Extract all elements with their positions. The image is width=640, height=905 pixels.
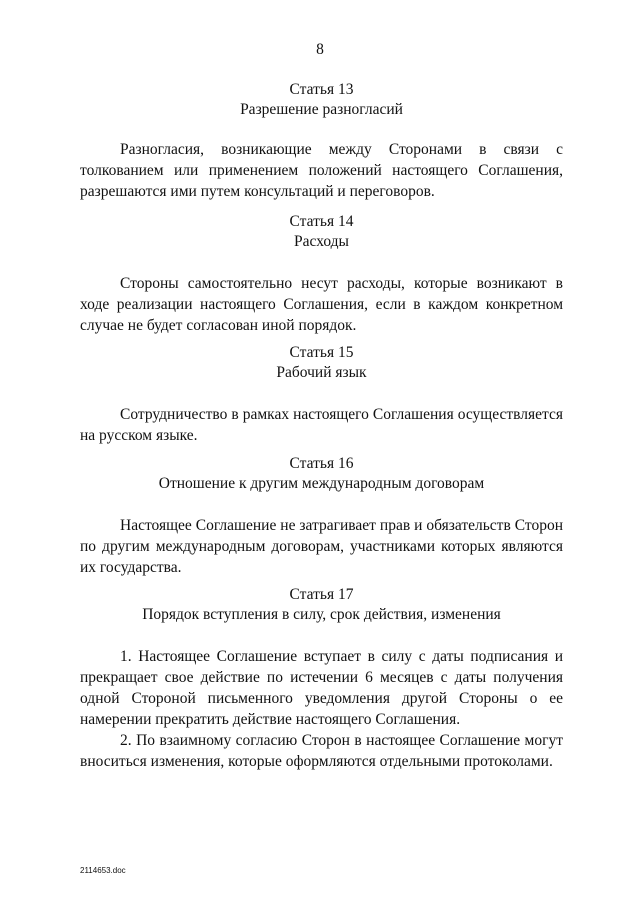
article-title: Рабочий язык bbox=[276, 364, 367, 381]
article-paragraph: Настоящее Соглашение не затрагивает прав и обязательств Сторон по другим международным договорам, участниками которых являются их государства. bbox=[80, 517, 563, 576]
article-15 bbox=[80, 343, 563, 446]
page-number: 8 bbox=[316, 41, 324, 58]
article-number: Статья 17 bbox=[289, 586, 354, 603]
article-heading bbox=[80, 454, 563, 494]
article-title: Отношение к другим международным договорам bbox=[158, 475, 485, 492]
article-body bbox=[80, 646, 563, 772]
article-body bbox=[80, 139, 563, 202]
article-number: Статья 13 bbox=[289, 81, 354, 98]
article-title: Расходы bbox=[294, 233, 349, 250]
article-heading bbox=[80, 343, 563, 383]
article-paragraph: Стороны самостоятельно несут расходы, которые возникают в ходе реализации настоящего Соглашения, если в каждом конкретном случае не будет согласован иной порядок. bbox=[80, 275, 563, 334]
article-number: Статья 15 bbox=[289, 344, 354, 361]
article-body bbox=[80, 273, 563, 336]
article-body bbox=[80, 515, 563, 578]
article-body bbox=[80, 404, 563, 446]
article-17 bbox=[80, 585, 563, 772]
article-paragraph: Разногласия, возникающие между Сторонами в связи с толкованием или применением положений настоящего Соглашения, разрешаются ими путем консультаций и переговоров. bbox=[80, 141, 563, 200]
article-16 bbox=[80, 454, 563, 578]
article-title: Порядок вступления в силу, срок действия, изменения bbox=[142, 606, 501, 623]
article-heading bbox=[80, 585, 563, 625]
article-13 bbox=[80, 80, 563, 202]
article-paragraph: 1. Настоящее Соглашение вступает в силу с даты подписания и прекращает свое действие по истечении 6 месяцев с даты получения одной Стороной письменного уведомления другой Стороны о ее намерении прекратить действие настоящего Соглашения. bbox=[80, 648, 563, 728]
footer-file-name: 2114653.doc bbox=[80, 866, 126, 875]
article-paragraph: Сотрудничество в рамках настоящего Соглашения осуществляется на русском языке. bbox=[80, 406, 563, 444]
article-title: Разрешение разногласий bbox=[240, 101, 403, 118]
article-number: Статья 16 bbox=[289, 455, 354, 472]
article-14 bbox=[80, 212, 563, 336]
article-number: Статья 14 bbox=[289, 213, 354, 230]
article-heading bbox=[80, 80, 563, 120]
article-heading bbox=[80, 212, 563, 252]
article-paragraph: 2. По взаимному согласию Сторон в настоящее Соглашение могут вноситься изменения, которые оформляются отдельными протоколами. bbox=[80, 732, 563, 770]
